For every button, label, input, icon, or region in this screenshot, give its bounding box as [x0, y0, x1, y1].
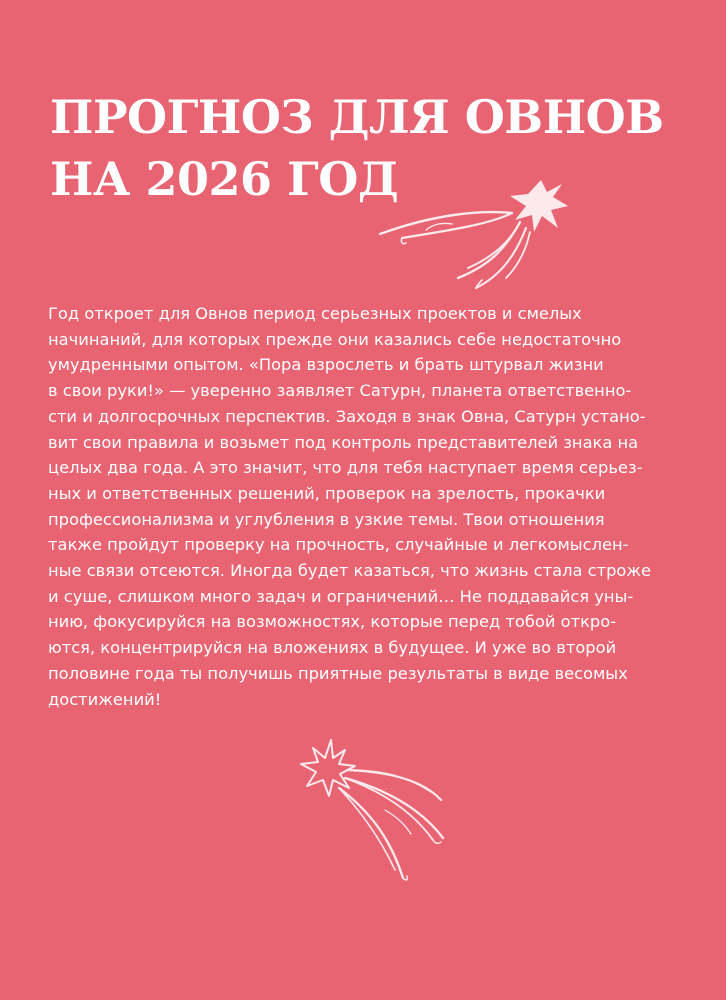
body-line: профессионализма и углубления в узкие темы. Твои отношения — [48, 509, 605, 529]
shooting-star-bottom-icon — [285, 730, 485, 890]
body-line: половине года ты получишь приятные результаты в виде весомых — [48, 663, 628, 683]
body-line: Год откроет для Овнов период серьезных проектов и смелых — [48, 304, 582, 323]
body-line: также пройдут проверку на прочность, случайные и легкомыслен- — [48, 535, 629, 555]
body-line: целых два года. А это значит, что для тебя наступает время серьез- — [48, 458, 643, 478]
body-line: и суше, слишком много задач и ограничений… Не поддавайся уны- — [48, 586, 634, 606]
body-line: вит свои правила и возьмет под контроль представителей знака на — [48, 432, 639, 452]
title-line-2: НА 2026 ГОД — [50, 152, 399, 206]
body-line: нию, фокусируйся на возможностях, которые перед тобой откро- — [48, 612, 617, 632]
shooting-star-top-icon — [340, 150, 580, 300]
body-line: ются, концентрируйся на вложениях в будущее. И уже во второй — [48, 638, 617, 658]
body-line: сти и долгосрочных перспектив. Заходя в знак Овна, Сатурн устано- — [48, 406, 646, 426]
title-line-1: ПРОГНОЗ ДЛЯ ОВНОВ — [50, 90, 664, 144]
body-line: в свои руки!» — уверенно заявляет Сатурн, планета ответственно- — [48, 381, 632, 401]
body-line: начинаний, для которых прежде они казались себе недостаточно — [48, 329, 622, 349]
body-line: умудренными опытом. «Пора взрослеть и брать штурвал жизни — [48, 355, 604, 375]
body-line: ных и ответственных решений, проверок на зрелость, прокачки — [48, 483, 606, 503]
body-line: ные связи отсеются. Иногда будет казаться, что жизнь стала строже — [48, 561, 652, 581]
body-line: достижений! — [48, 689, 162, 709]
forecast-body — [48, 301, 688, 712]
